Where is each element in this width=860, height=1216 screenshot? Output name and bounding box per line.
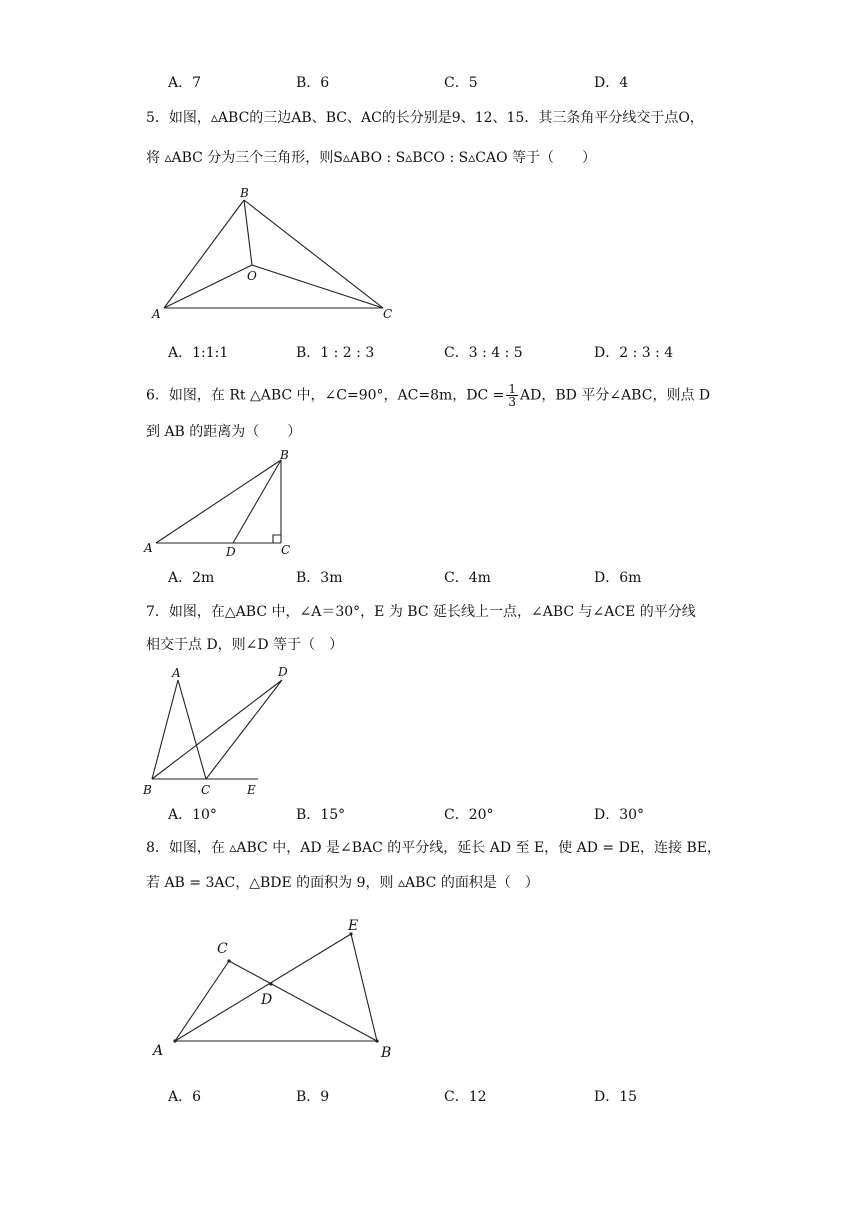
q4-option-a: A．7 [168, 75, 202, 91]
q7-label-a: A [172, 666, 181, 680]
q8-side-cb [229, 961, 377, 1041]
q6-fraction-numerator: 1 [508, 382, 517, 396]
q5-option-b: B．1 : 2 : 3 [296, 345, 375, 361]
q5-label-b: B [240, 186, 249, 200]
q7-option-d: D．30° [594, 807, 645, 823]
q6-stem-part1: 6．如图，在 Rt △ABC 中，∠C=90°，AC=8m，DC = [146, 387, 505, 404]
q6-stem-line1 [146, 383, 710, 408]
q5-option-d: D．2 : 3 : 4 [594, 345, 674, 361]
q6-option-b: B．3m [296, 570, 343, 586]
q7-side-ab [152, 680, 178, 779]
q5-label-a: A [152, 307, 161, 321]
q8-option-a: A．6 [168, 1089, 202, 1105]
q7-label-c: C [201, 783, 211, 797]
q7-label-b: B [143, 783, 152, 797]
q7-stem-line1: 7．如图，在△ABC 中，∠A＝30°，E 为 BC 延长线上一点，∠ABC 与∠ACE 的平分线 [146, 604, 696, 620]
q8-stem-line1: 8．如图，在 ▵ABC 中，AD 是∠BAC 的平分线，延长 AD 至 E，使 AD = DE，连接 BE， [146, 840, 722, 856]
q5-stem-line1: 5．如图，▵ABC的三边AB、BC、AC的长分别是9、12、15．其三条角平分线交于点O， [146, 110, 704, 126]
q6-label-c: C [281, 543, 291, 557]
q5-label-c: C [383, 307, 393, 321]
q6-bisector-bd [233, 460, 281, 543]
q8-label-e: E [348, 918, 359, 934]
q8-option-b: B．9 [296, 1089, 330, 1105]
q8-line-ae [175, 934, 351, 1041]
q5-bisector-bo [244, 200, 252, 265]
q5-bisector-co [252, 265, 383, 308]
q6-right-angle-mark [273, 535, 281, 543]
q6-option-d: D．6m [594, 570, 642, 586]
q8-label-d: D [261, 992, 273, 1008]
q4-option-b: B．6 [296, 75, 330, 91]
q7-label-d: D [278, 665, 288, 679]
q5-side-ab [164, 200, 244, 308]
q6-fraction [506, 383, 518, 408]
q8-option-d: D．15 [594, 1089, 638, 1105]
q8-point-a [173, 1039, 176, 1042]
q7-option-a: A．10° [168, 807, 217, 823]
q5-label-o: O [247, 269, 257, 283]
q7-side-ac [178, 680, 206, 779]
q4-option-c: C．5 [444, 75, 478, 91]
q6-stem-line2: 到 AB 的距离为（ ） [146, 424, 302, 440]
q6-option-a: A．2m [168, 570, 215, 586]
q8-point-c [227, 959, 230, 962]
q7-stem-line2: 相交于点 D，则∠D 等于（ ） [146, 637, 344, 653]
q4-option-d: D．4 [594, 75, 629, 91]
q7-label-e: E [247, 783, 256, 797]
q5-option-c: C．3 : 4 : 5 [444, 345, 523, 361]
q5-side-bc [244, 200, 383, 308]
q6-label-d: D [226, 545, 236, 559]
q5-triangle-figure [150, 188, 410, 328]
q8-option-c: C．12 [444, 1089, 487, 1105]
q8-point-d [269, 982, 272, 985]
q6-stem-part2: AD，BD 平分∠ABC，则点 D [520, 387, 711, 404]
q7-option-c: C．20° [444, 807, 494, 823]
q8-label-a: A [153, 1043, 164, 1059]
q8-stem-line2: 若 AB = 3AC，△BDE 的面积为 9，则 ▵ABC 的面积是（ ） [146, 875, 539, 891]
q6-fraction-denominator: 3 [508, 395, 517, 409]
q6-side-ab [156, 460, 281, 543]
q8-label-b: B [381, 1045, 392, 1061]
q6-label-b: B [280, 448, 289, 462]
q5-bisector-ao [164, 265, 252, 308]
q5-stem-line2: 将 ▵ABC 分为三个三角形，则S▵ABO : S▵BCO : S▵CAO 等于（ ） [146, 150, 597, 166]
q6-label-a: A [144, 541, 153, 555]
q5-option-a: A．1:1:1 [168, 345, 229, 361]
q8-triangle-figure [150, 910, 410, 1070]
q6-triangle-figure [140, 446, 310, 561]
q8-label-c: C [217, 941, 228, 957]
q8-side-eb [351, 934, 377, 1041]
q7-triangle-figure [140, 660, 300, 800]
q7-option-b: B．15° [296, 807, 346, 823]
q6-option-c: C．4m [444, 570, 491, 586]
q8-side-ac [175, 961, 229, 1041]
q8-point-b [375, 1039, 378, 1042]
